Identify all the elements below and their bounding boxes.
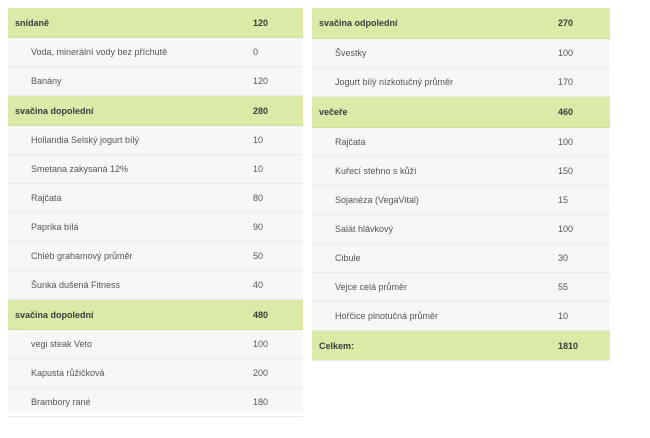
food-name: vegi steak Veto	[31, 339, 93, 349]
food-row	[8, 38, 303, 67]
food-name: Smetana zakysaná 12%	[31, 164, 129, 174]
meal-header-row	[312, 97, 610, 128]
food-row	[312, 186, 610, 215]
food-row	[312, 215, 610, 244]
food-name: Banány	[31, 76, 62, 86]
food-row	[8, 213, 303, 242]
food-row	[8, 155, 303, 184]
food-row	[8, 271, 303, 300]
food-calories: 30	[558, 253, 569, 263]
food-row	[312, 68, 610, 97]
food-row	[312, 128, 610, 157]
food-calories: 100	[253, 339, 269, 349]
meal-header-row	[8, 96, 303, 126]
food-name: Jogurt bílý nízkotučný průměr	[335, 77, 454, 87]
total-row	[312, 331, 610, 361]
food-row	[312, 273, 610, 302]
food-row	[8, 126, 303, 155]
food-calories: 15	[558, 195, 569, 205]
food-calories: 90	[253, 222, 264, 232]
meal-name: večeře	[319, 107, 348, 117]
food-row	[8, 330, 303, 359]
meal-name: svačina dopolední	[15, 105, 94, 116]
total-calories: 1810	[558, 340, 579, 351]
meal-name: snídaně	[15, 17, 50, 28]
meal-table-left	[8, 8, 303, 412]
meal-header-row	[8, 300, 303, 330]
food-name: Paprika bílá	[31, 222, 79, 232]
food-name: Kuřecí stehno s kůží	[335, 166, 417, 176]
food-row	[8, 184, 303, 213]
meal-name: svačina odpolední	[319, 18, 398, 28]
food-row	[312, 157, 610, 186]
food-name: Rajčata	[335, 137, 366, 147]
food-calories: 170	[558, 77, 574, 87]
food-calories: 120	[253, 76, 269, 86]
food-calories: 50	[253, 251, 264, 261]
meal-name: svačina dopolední	[15, 309, 94, 320]
meal-calories: 280	[253, 105, 269, 116]
food-name: Kapusta růžičková	[31, 368, 105, 378]
food-calories: 100	[558, 137, 574, 147]
food-calories: 200	[253, 368, 269, 378]
food-name: Voda, minerální vody bez příchutě	[31, 47, 168, 57]
food-calories: 100	[558, 48, 574, 58]
food-name: Hořčice plnotučná průměr	[335, 311, 439, 321]
food-row	[8, 67, 303, 96]
food-calories: 10	[253, 135, 264, 145]
food-row	[8, 242, 303, 271]
food-row	[8, 359, 303, 388]
food-calories: 10	[558, 311, 569, 321]
food-row	[312, 39, 610, 68]
total-label: Celkem:	[319, 340, 355, 351]
food-calories: 80	[253, 193, 264, 203]
food-name: Vejce celá průměr	[335, 282, 408, 292]
meal-table-right	[312, 8, 610, 360]
food-name: Chléb grahamový průměr	[31, 251, 133, 261]
food-calories: 150	[558, 166, 574, 176]
meal-calories: 460	[558, 107, 574, 117]
food-name: Brambory rané	[31, 397, 91, 407]
food-name: Hollandia Selský jogurt bílý	[31, 135, 140, 145]
food-name: Sojanéza (VegaVital)	[335, 195, 419, 205]
food-row	[8, 388, 303, 417]
food-row	[312, 302, 610, 331]
food-name: Cibule	[335, 253, 361, 263]
food-calories: 100	[558, 224, 574, 234]
food-name: Šunka dušená Fitness	[31, 280, 121, 290]
food-calories: 55	[558, 282, 569, 292]
food-calories: 10	[253, 164, 264, 174]
meal-header-row	[8, 8, 303, 38]
food-calories: 0	[253, 47, 259, 57]
meal-calories: 480	[253, 309, 269, 320]
food-name: Švestky	[335, 48, 367, 58]
meal-calories: 120	[253, 17, 269, 28]
food-name: Salát hlávkový	[335, 224, 394, 234]
meal-header-row	[312, 8, 610, 39]
meal-calories: 270	[558, 18, 574, 28]
food-row	[312, 244, 610, 273]
food-calories: 40	[253, 280, 264, 290]
food-name: Rajčata	[31, 193, 62, 203]
food-calories: 180	[253, 397, 269, 407]
